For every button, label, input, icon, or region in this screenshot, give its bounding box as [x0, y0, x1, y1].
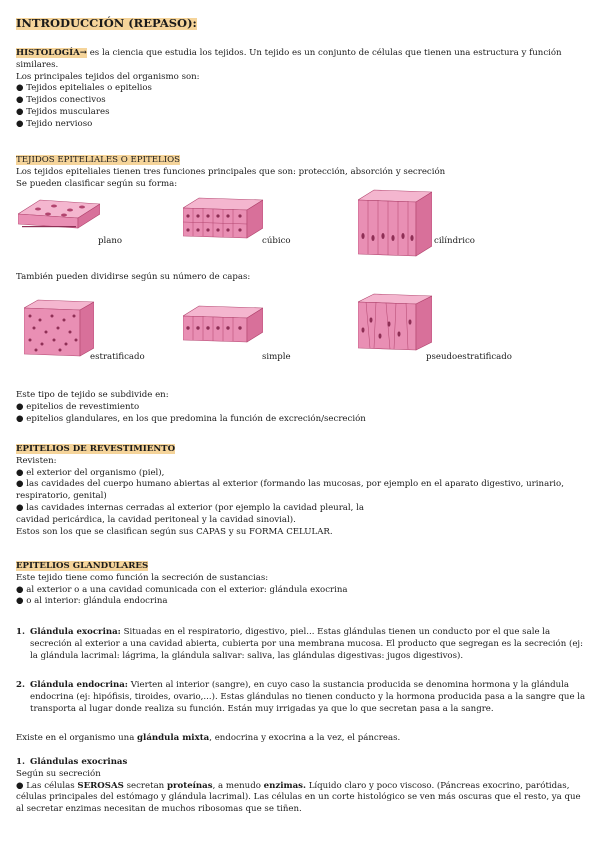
serosas-text-3: , a menudo: [212, 780, 264, 791]
revestimiento-heading: EPITELIOS DE REVESTIMIENTO: [16, 444, 176, 454]
glandulares-section: [16, 561, 586, 608]
histologia-term: HISTOLOGÍA→: [16, 48, 87, 58]
subdivide-item: ● epitelios de revestimiento: [16, 401, 140, 412]
page-title: INTRODUCCIÓN (REPASO):: [16, 16, 197, 30]
exocrinas-sub: Según su secreción: [16, 768, 101, 779]
endocrina-item: [16, 680, 586, 715]
subdivide-intro: Este tipo de tejido se subdivide en:: [16, 390, 169, 400]
glandulares-line: ● o al interior: glándula endocrina: [16, 596, 168, 607]
mixta-post: , endocrina y exocrina a la vez, el páncreas.: [209, 733, 401, 743]
endocrina-number: 2.: [16, 680, 25, 690]
glandulares-heading: EPITELIOS GLANDULARES: [16, 561, 149, 571]
tejido-item: ● Tejido nervioso: [16, 118, 93, 129]
epitelios-functions: Los tejidos epiteliales tienen tres funciones principales que son: protección, absorción y secreción: [16, 166, 446, 177]
histologia-section: [16, 48, 586, 131]
revestimiento-line: ● las cavidades del cuerpo humano abiertas al exterior (formando las mucosas, por ejemplo en el aparato digestivo, urinario, respiratorio, genital): [16, 479, 564, 502]
endocrina-text: Vierten al interior (sangre), en cuyo caso la sustancia producida se denomina hormona y la glándula endocrina (ej: hipófisis, tiroides, ovario,...). Estas glándulas no tienen conducto y la hormona producida pasa a la sangre que la transporta al lugar donde realiza su función. Están muy irrigadas ya que lo que secretan pasa a la sangre.: [30, 680, 586, 714]
histologia-definition: [16, 48, 586, 72]
proteinas-term: proteínas: [166, 780, 213, 791]
exocrina-number: 1.: [16, 627, 25, 637]
estratificado-tissue-image: [24, 296, 94, 358]
revestimiento-line: Estos son los que se clasifican según sus CAPAS y su FORMA CELULAR.: [16, 526, 333, 537]
serosas-term: SEROSAS: [77, 780, 124, 791]
revestimiento-line: ● las cavidades internas cerradas al exterior (por ejemplo la cavidad pleural, la: [16, 502, 365, 513]
cilindrico-tissue-image: [358, 186, 432, 258]
epitelios-forma-intro: Se pueden clasificar según su forma:: [16, 178, 178, 189]
tejidos-intro: Los principales tejidos del organismo son:: [16, 71, 200, 82]
serosas-text-1: ● Las células: [16, 780, 78, 791]
endocrina-term: Glándula endocrina:: [30, 680, 128, 690]
epitelios-heading: TEJIDOS EPITELIALES O EPITELIOS: [16, 155, 181, 165]
subdivide-section: [16, 390, 586, 425]
capas-label-pseudoestratificado: pseudoestratificado: [426, 352, 512, 362]
revestimiento-line: ● el exterior del organismo (piel),: [16, 467, 165, 478]
exocrinas-number: 1.: [16, 757, 25, 767]
exocrinas-section: [16, 757, 586, 816]
pseudoestratificado-tissue-image: [358, 290, 432, 352]
mixta-term: glándula mixta: [137, 733, 210, 743]
tejido-item: ● Tejidos musculares: [16, 106, 110, 117]
forma-label-cilindrico: cilíndrico: [434, 236, 475, 246]
capas-intro: También pueden dividirse según su número de capas:: [16, 272, 251, 282]
mixta-pre: Existe en el organismo una: [16, 733, 138, 743]
forma-label-cubico: cúbico: [262, 236, 291, 246]
glandulares-line: ● al exterior o a una cavidad comunicada con el exterior: glándula exocrina: [16, 584, 348, 595]
epitelios-section: [16, 155, 586, 190]
tejido-item: ● Tejidos epiteliales o epitelios: [16, 83, 152, 94]
revestimiento-section: [16, 444, 586, 538]
cubico-tissue-image: [183, 194, 263, 242]
exocrinas-heading: Glándulas exocrinas: [30, 757, 128, 767]
plano-tissue-image: [18, 196, 100, 236]
subdivide-item: ● epitelios glandulares, en los que predomina la función de excreción/secreción: [16, 413, 366, 424]
serosas-paragraph: [16, 781, 586, 816]
mixta-paragraph: [16, 733, 586, 745]
glandulares-line: Este tejido tiene como función la secreción de sustancias:: [16, 572, 269, 583]
revestimiento-line: Revisten:: [16, 455, 57, 466]
enzimas-term: enzimas.: [263, 780, 306, 791]
capas-label-simple: simple: [262, 352, 291, 362]
title-block: [16, 18, 586, 32]
tejido-item: ● Tejidos conectivos: [16, 95, 106, 106]
serosas-text-2: secretan: [123, 780, 167, 791]
forma-label-plano: plano: [98, 236, 123, 246]
exocrina-item: [16, 627, 586, 662]
simple-tissue-image: [183, 302, 263, 346]
exocrina-term: Glándula exocrina:: [30, 627, 121, 637]
capas-label-estratificado: estratificado: [90, 352, 145, 362]
histologia-text: es la ciencia que estudia los tejidos. Un tejido es un conjunto de células que tienen una estructura y función similares.: [16, 48, 562, 70]
exocrina-text: Situadas en el respiratorio, digestivo, piel... Estas glándulas tienen un conducto por el que sale la secreción al exterior a una cavidad abierta, cubierta por una membrana mucosa. El producto que segregan es la secreción (ej: la glándula lacrimal: lágrima, la glándula salivar: saliva, las glándulas digestivas: jugos digestivos).: [30, 627, 583, 661]
revestimiento-line: cavidad pericárdica, la cavidad peritoneal y la cavidad sinovial).: [16, 514, 296, 525]
serosas-text-4: Líquido claro y poco viscoso. (Páncreas exocrino, parótidas, células principales del estómago y glándula lacrimal). Las células en un corte histológico se ven más oscuras que el resto, ya que al secretar enzimas necesitan de muchos ribosomas que se tiñen.: [16, 780, 581, 815]
